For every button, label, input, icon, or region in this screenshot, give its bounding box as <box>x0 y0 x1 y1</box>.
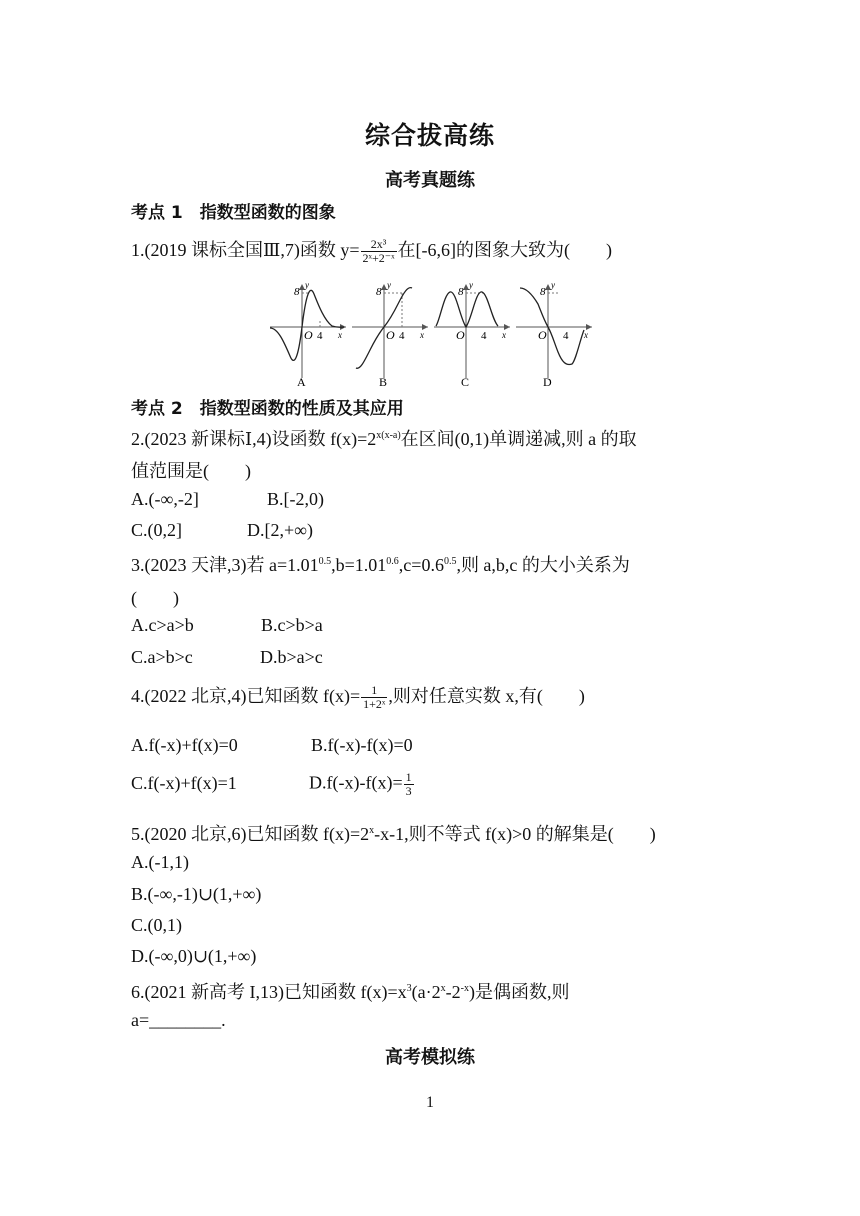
graph-d-ytick: 8 <box>540 286 546 298</box>
svg-text:y: y <box>387 280 391 290</box>
q6-text-b: (a·2 <box>411 982 441 1002</box>
topic-heading-1: 考点 1 指数型函数的图象 <box>131 203 336 223</box>
q5-option-b[interactable]: B.(-∞,-1)∪(1,+∞) <box>131 884 262 904</box>
q3-text-c: ,c=0.6 <box>398 555 444 575</box>
svg-text:x: x <box>502 330 506 340</box>
q6-exp-1: 3 <box>406 983 412 994</box>
q4-option-d[interactable] <box>309 771 415 798</box>
graph-b-ytick: 8 <box>376 286 382 298</box>
section-heading-mock-exam: 高考模拟练 <box>385 1047 475 1068</box>
q3-option-d[interactable]: D.b>a>c <box>260 647 323 667</box>
graph-a <box>270 280 346 389</box>
q3-option-b[interactable]: B.c>b>a <box>261 615 323 635</box>
q1-graphs <box>268 280 598 392</box>
q1-frac-den: 2ˣ+2⁻ˣ <box>362 251 395 266</box>
q6-text-a: 6.(2021 新高考 I,13)已知函数 f(x)=x <box>131 982 407 1002</box>
section-heading-real-exam: 高考真题练 <box>385 170 475 191</box>
svg-text:x: x <box>420 330 424 340</box>
question-4 <box>131 682 585 711</box>
question-3-line-1 <box>131 551 630 577</box>
question-3-line-2: ( ) <box>131 588 179 608</box>
svg-text:y: y <box>305 280 309 290</box>
graph-a-origin: O <box>304 328 313 342</box>
q6-text-c: -2 <box>445 982 461 1002</box>
q3-text-b: ,b=1.01 <box>331 555 387 575</box>
graph-b-origin: O <box>386 328 395 342</box>
graph-d <box>516 280 592 389</box>
graph-d-label: D <box>543 375 552 389</box>
question-2-line-1 <box>131 425 637 451</box>
q6-text-d: )是偶函数,则 <box>468 982 570 1002</box>
q4-option-b[interactable]: B.f(-x)-f(x)=0 <box>311 735 413 755</box>
q5-text-a: 5.(2020 北京,6)已知函数 f(x)=2 <box>131 824 370 844</box>
q4-option-d-fraction <box>404 771 414 798</box>
graph-a-label: A <box>297 375 306 389</box>
q1-prefix: 1.(2019 课标全国Ⅲ,7)函数 y= <box>131 240 360 260</box>
graph-c-xtick: 4 <box>481 330 487 342</box>
q3-options-row-2 <box>131 647 323 668</box>
q5-option-c[interactable]: C.(0,1) <box>131 915 182 935</box>
q4-option-d-text: D.f(-x)-f(x)= <box>309 772 403 793</box>
graph-c <box>434 280 510 389</box>
q4-fraction <box>361 684 387 711</box>
q2-option-c[interactable]: C.(0,2] <box>131 520 182 540</box>
q2-text-b: 在区间(0,1)单调递减,则 a 的取 <box>400 429 637 449</box>
graph-d-xtick: 4 <box>563 330 569 342</box>
question-5 <box>131 820 656 846</box>
q6-answer-blank[interactable]: a=________. <box>131 1010 226 1030</box>
graph-d-origin: O <box>538 328 547 342</box>
q2-option-b[interactable]: B.[-2,0) <box>267 489 324 509</box>
page-title: 综合拔高练 <box>364 121 495 150</box>
q4-options-row-2 <box>131 771 415 798</box>
q3-options-row-1 <box>131 615 323 636</box>
graph-b-label: B <box>379 375 388 389</box>
q5-text-b: -x-1,则不等式 f(x)>0 的解集是( ) <box>374 824 656 844</box>
q6-exp-2: x <box>440 983 446 994</box>
q3-text-d: ,则 a,b,c 的大小关系为 <box>456 555 630 575</box>
q2-text-a: 2.(2023 新课标Ⅰ,4)设函数 f(x)=2 <box>131 429 377 449</box>
graph-c-label: C <box>461 375 470 389</box>
q3-text-a: 3.(2023 天津,3)若 a=1.01 <box>131 555 319 575</box>
q3-exp-1: 0.5 <box>318 556 332 567</box>
q2-option-d[interactable]: D.[2,+∞) <box>247 520 313 540</box>
q4-options-row-1 <box>131 735 413 756</box>
q6-exp-3: -x <box>460 983 469 994</box>
q3-exp-3: 0.5 <box>443 556 457 567</box>
q2-exponent: x(x-a) <box>376 430 401 441</box>
page-number: 1 <box>426 1094 434 1111</box>
q5-option-d[interactable]: D.(-∞,0)∪(1,+∞) <box>131 946 257 966</box>
question-1 <box>131 236 612 265</box>
graph-b-xtick: 4 <box>399 330 405 342</box>
q3-exp-2: 0.6 <box>386 556 399 567</box>
q2-options-row-1 <box>131 489 324 510</box>
q5-option-a[interactable]: A.(-1,1) <box>131 852 189 872</box>
graph-a-xtick: 4 <box>317 330 323 342</box>
q4-optd-num: 1 <box>405 770 412 784</box>
q4-optd-den: 3 <box>405 784 412 798</box>
question-6-line-1 <box>131 978 569 1004</box>
q2-options-row-2 <box>131 520 313 541</box>
q2-option-a[interactable]: A.(-∞,-2] <box>131 489 199 509</box>
q4-suffix: ,则对任意实数 x,有( ) <box>388 686 585 706</box>
q3-option-a[interactable]: A.c>a>b <box>131 615 194 635</box>
graph-b <box>352 280 428 389</box>
q4-prefix: 4.(2022 北京,4)已知函数 f(x)= <box>131 686 361 706</box>
svg-text:y: y <box>469 280 473 290</box>
svg-text:x: x <box>584 330 588 340</box>
q4-frac-den: 1+2ˣ <box>363 697 386 712</box>
topic-heading-2: 考点 2 指数型函数的性质及其应用 <box>131 399 404 419</box>
q4-option-c[interactable]: C.f(-x)+f(x)=1 <box>131 772 237 793</box>
svg-text:y: y <box>551 280 555 290</box>
q3-option-c[interactable]: C.a>b>c <box>131 647 193 667</box>
q4-frac-num: 1 <box>361 684 387 698</box>
question-2-line-2: 值范围是( ) <box>131 461 251 481</box>
q1-suffix: 在[-6,6]的图象大致为( ) <box>397 240 613 260</box>
graph-a-ytick: 8 <box>294 286 300 298</box>
q4-option-a[interactable]: A.f(-x)+f(x)=0 <box>131 735 238 755</box>
q1-fraction <box>361 238 397 265</box>
svg-text:x: x <box>338 330 342 340</box>
q5-exp: x <box>369 825 375 836</box>
graph-c-origin: O <box>456 328 465 342</box>
q1-frac-num: 2x³ <box>361 238 397 252</box>
graph-c-ytick: 8 <box>458 286 464 298</box>
